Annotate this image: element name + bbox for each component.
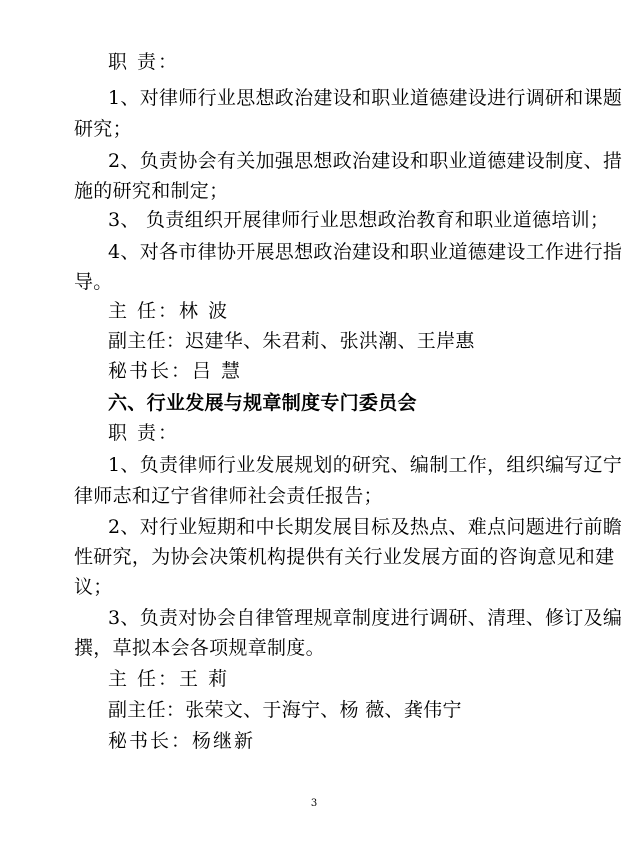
- section5-duty2-line1: 2、负责协会有关加强思想政治建设和职业道德建设制度、措: [108, 150, 623, 172]
- section5-deputy-directors: 副主任：迟建华、朱君莉、张洪潮、王岸惠: [108, 330, 475, 352]
- section5-duty2-line2: 施的研究和制定；: [74, 180, 229, 202]
- section6-duty3-line2: 撰，草拟本会各项规章制度。: [74, 637, 325, 659]
- section6-duty2-line2: 性研究，为协会决策机构提供有关行业发展方面的咨询意见和建: [74, 546, 615, 568]
- section6-duties-label: 职 责：: [108, 422, 180, 444]
- section6-deputy-directors: 副主任：张荣文、于海宁、杨 薇、龚伟宁: [108, 699, 462, 721]
- section5-duty1-line2: 研究；: [74, 118, 132, 140]
- section6-duty2-line1: 2、对行业短期和中长期发展目标及热点、难点问题进行前瞻: [108, 516, 623, 538]
- section5-duty3: 3、 负责组织开展律师行业思想政治教育和职业道德培训；: [108, 209, 610, 231]
- section5-duty4-line1: 4、对各市律协开展思想政治建设和职业道德建设工作进行指: [108, 241, 623, 263]
- section6-duty1-line1: 1、负责律师行业发展规划的研究、编制工作，组织编写辽宁: [108, 454, 623, 476]
- section6-secretary-general: 秘书长：杨继新: [108, 730, 256, 752]
- section5-duty4-line2: 导。: [74, 271, 113, 293]
- page-number: 3: [310, 798, 318, 809]
- section6-duty3-line1: 3、负责对协会自律管理规章制度进行调研、清理、修订及编: [108, 607, 623, 629]
- section6-duty2-line3: 议；: [74, 576, 113, 598]
- section5-secretary-general: 秘书长：吕 慧: [108, 360, 243, 382]
- section6-heading: 六、行业发展与规章制度专门委员会: [108, 392, 417, 414]
- section6-director: 主 任：王 莉: [108, 668, 230, 690]
- section5-director: 主 任：林 波: [108, 300, 230, 322]
- section5-duty1-line1: 1、对律师行业思想政治建设和职业道德建设进行调研和课题: [108, 87, 623, 109]
- section6-duty1-line2: 律师志和辽宁省律师社会责任报告；: [74, 485, 383, 507]
- section5-duties-label: 职 责：: [108, 51, 180, 73]
